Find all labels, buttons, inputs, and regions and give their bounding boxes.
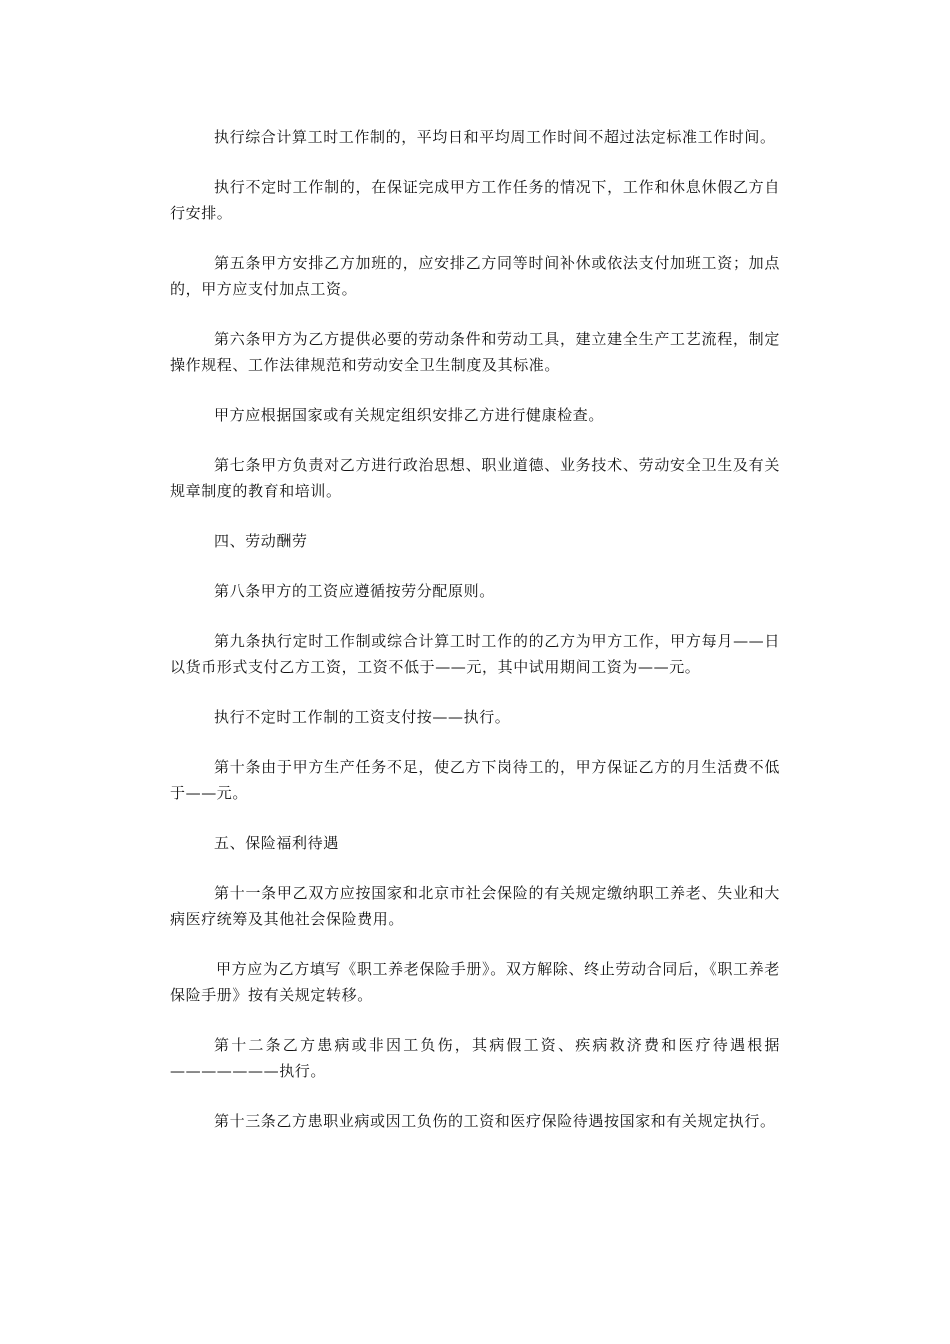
paragraph-article-7: 第七条甲方负责对乙方进行政治思想、职业道德、业务技术、劳动安全卫生及有关规章制度的教育和培训。 (170, 456, 780, 500)
paragraph-flexible-hours: 执行不定时工作制的，在保证完成甲方工作任务的情况下，工作和休息休假乙方自行安排。 (170, 178, 780, 222)
paragraph-pension-handbook: 甲方应为乙方填写《职工养老保险手册》。双方解除、终止劳动合同后，《职工养老保险手册》按有关规定转移。 (170, 960, 780, 1004)
section-heading-insurance: 五、保险福利待遇 (214, 834, 339, 852)
paragraph-article-12: 第十二条乙方患病或非因工负伤，其病假工资、疾病救济费和医疗待遇根据———————执行。 (170, 1036, 780, 1080)
paragraph-health-check: 甲方应根据国家或有关规定组织安排乙方进行健康检查。 (214, 406, 605, 424)
paragraph-article-11: 第十一条甲乙双方应按国家和北京市社会保险的有关规定缴纳职工养老、失业和大病医疗统筹及其他社会保险费用。 (170, 884, 780, 928)
paragraph-article-13: 第十三条乙方患职业病或因工负伤的工资和医疗保险待遇按国家和有关规定执行。 (214, 1112, 776, 1130)
paragraph-flexible-pay: 执行不定时工作制的工资支付按——执行。 (214, 708, 511, 726)
section-heading-remuneration: 四、劳动酬劳 (214, 532, 308, 550)
document-body (170, 124, 780, 1158)
paragraph-comprehensive-hours: 执行综合计算工时工作制的，平均日和平均周工作时间不超过法定标准工作时间。 (214, 128, 776, 146)
paragraph-article-9: 第九条执行定时工作制或综合计算工时工作的的乙方为甲方工作，甲方每月——日以货币形式支付乙方工资，工资不低于——元，其中试用期间工资为——元。 (170, 632, 780, 676)
paragraph-article-5: 第五条甲方安排乙方加班的，应安排乙方同等时间补休或依法支付加班工资；加点的，甲方应支付加点工资。 (170, 254, 780, 298)
paragraph-article-10: 第十条由于甲方生产任务不足，使乙方下岗待工的，甲方保证乙方的月生活费不低于——元。 (170, 758, 780, 802)
paragraph-article-6: 第六条甲方为乙方提供必要的劳动条件和劳动工具，建立建全生产工艺流程，制定操作规程、工作法律规范和劳动安全卫生制度及其标准。 (170, 330, 780, 374)
paragraph-article-8: 第八条甲方的工资应遵循按劳分配原则。 (214, 582, 495, 600)
